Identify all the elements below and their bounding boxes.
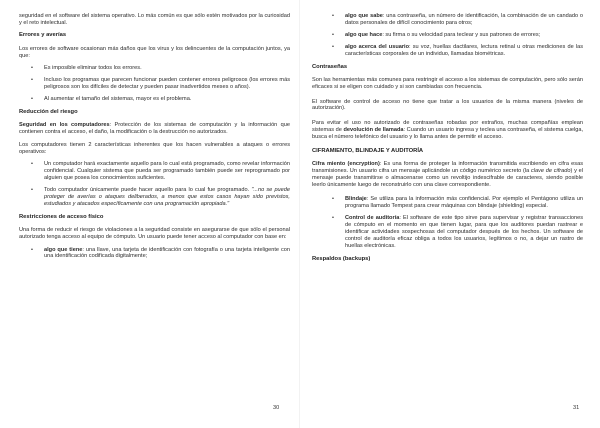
list-item: • Todo computador únicamente puede hacer aquello para lo cual fue programado. "...no se puede proteger de averías o ataques deliberados, a menos que estos casos hayan sido previstos, estudiados y atacados específicamente con una programación apropiada." [31, 187, 290, 207]
callback-paragraph: Para evitar el uso no autorizado de contraseñas robadas por extraños, muchas compañías emplean sistemas de devolución de llamada: Cuando un usuario ingresa y teclea una contraseña, el sistema cuelga, busca el número telefónico del usuario y lo llama antes de permitir el acceso. [312, 119, 583, 140]
computers-list [19, 161, 290, 208]
list-item: • algo que tiene: una llave, una tarjeta de identificación con fotografía o una tarjeta inteligente con una identificación codificada digitalmente; [31, 246, 290, 260]
heading-access: Restricciones de acceso físico [19, 213, 104, 220]
left-page [19, 13, 290, 418]
security-measures-list [312, 196, 583, 250]
bullet-icon: • [31, 187, 33, 194]
access-list-continued [312, 13, 583, 58]
callback-term: devolución de llamada [343, 126, 404, 133]
intro-paragraph: seguridad en el software del sistema operativo. Lo más común es que sólo estén motivados por la curiosidad y el reto intelectual. [19, 13, 290, 26]
passwords-paragraph: Son las herramientas más comunes para restringir el acceso a los sistemas de computación, pero sólo serán eficaces si se eligen con cuidado y si son cambiadas con frecuencia. [312, 77, 583, 91]
right-page [312, 13, 583, 418]
list-item: • Blindaje: Se utiliza para la información más confidencial. Por ejemplo el Pentágono utiliza un programa llamado Tempest para crear máquinas con blindaje (shielding) especial. [332, 196, 583, 210]
risk-term: Seguridad en los computadores [19, 122, 110, 129]
quote-italic: "...no se puede proteger de averías o ataques deliberados, a menos que estos casos hayan sido previstos, estudiados y atacados específicamente con una programación apropiada." [44, 187, 290, 207]
list-item: • Un computador hará exactamente aquello para lo cual está programado, como revelar información confidencial. Cualquier sistema que pueda ser programado también puede ser reprogramado por alguien que posea los conocimientos suficientes. [31, 161, 290, 182]
page-number-right: 31 [573, 405, 580, 411]
bullet-icon: • [332, 215, 334, 222]
errors-paragraph: Los errores de software ocasionan más daños que los virus y los delincuentes de la computación juntos, ya que: [19, 45, 290, 59]
list-item: • Al aumentar el tamaño del sistemas, mayor es el problema. [31, 96, 192, 103]
list-item: • algo que hace: su firma o su velocidad para teclear y sus patrones de errores; [332, 32, 541, 38]
access-list [19, 247, 290, 261]
list-item: • Incluso los programas que parecen funcionar pueden contener errores peligrosos (los errores más peligrosos son los difíciles de detectar y pueden pasar inadvertidos meses o años). [31, 77, 290, 91]
passwords-paragraph-2: El software de control de acceso no tiene que tratar a los usuarios de la misma manera (niveles de autorización). [312, 98, 583, 112]
encryption-paragraph: Cifra miento (encryption): Es una forma de proteger la información transmitida escribiendo en cifra esas transmisiones. Un usuario cifra un mensaje aplicándole un código numérico secreto (la clave de cifrado) y el mensaje puede transmitirse o almacenarse como un revoltijo indescifrable de caracteres, siendo posible leerlo únicamente luego de reconstruirlo con una clave correspondiente. [312, 161, 584, 189]
computers-paragraph: Los computadores tienen 2 características inherentes que los hacen vulnerables a ataques o errores operativos: [19, 141, 290, 155]
page-number-left: 30 [273, 405, 280, 411]
bullet-icon: • [31, 96, 33, 103]
bullet-icon: • [332, 32, 334, 38]
page-gutter [299, 0, 300, 428]
heading-errors: Errores y averías [19, 32, 67, 39]
list-item: • algo acerca del usuario: su voz, huellas dactilares, lectura retinal u otras mediciones de las características corporales de un individuo, llamadas biométricas. [332, 44, 583, 57]
risk-paragraph: Seguridad en los computadores: Protección de los sistemas de computación y la información que contienen contra el acceso, el daño, la modificación o la destrucción no autorizados. [19, 122, 290, 136]
bullet-icon: • [332, 13, 334, 19]
bullet-icon: • [332, 196, 334, 203]
access-paragraph: Una forma de reducir el riesgo de violaciones a la seguridad consiste en asegurarse de que sólo el personal autorizado tenga acceso al equipo de cómputo. Un usuario puede tener acceso al computador con base en: [19, 227, 290, 241]
list-item: • Es imposible eliminar todos los errores. [31, 65, 142, 72]
bullet-icon: • [31, 161, 33, 168]
list-item: • algo que sabe: una contraseña, un número de identificación, la combinación de un candado o datos personales de difícil conocimiento para otros; [332, 13, 583, 26]
bullet-icon: • [332, 44, 334, 51]
bullet-icon: • [31, 65, 33, 72]
heading-passwords: Contraseñas [312, 63, 348, 70]
heading-risk: Reducción del riesgo [19, 109, 78, 116]
heading-encryption: CIFRAMIENTO, BLINDAJE Y AUDITORÍA [312, 148, 424, 155]
bullet-icon: • [31, 246, 33, 253]
list-item: • Control de auditoría: El software de este tipo sirve para supervisar y registrar transacciones de cómputo en el momento en que tienen lugar, para que los auditores puedan rastrear e identificar actividades sospechosas del computador después de los hechos. Un software de control de auditoría eficaz obliga a todos los usuarios, legítimos o no, a dejar un rastro de huellas electrónicas. [332, 215, 584, 250]
bullet-icon: • [31, 77, 33, 84]
encryption-term: Cifra miento (encryption) [312, 161, 380, 168]
errors-list [19, 65, 290, 103]
heading-backups: Respaldos (backups) [312, 256, 371, 262]
